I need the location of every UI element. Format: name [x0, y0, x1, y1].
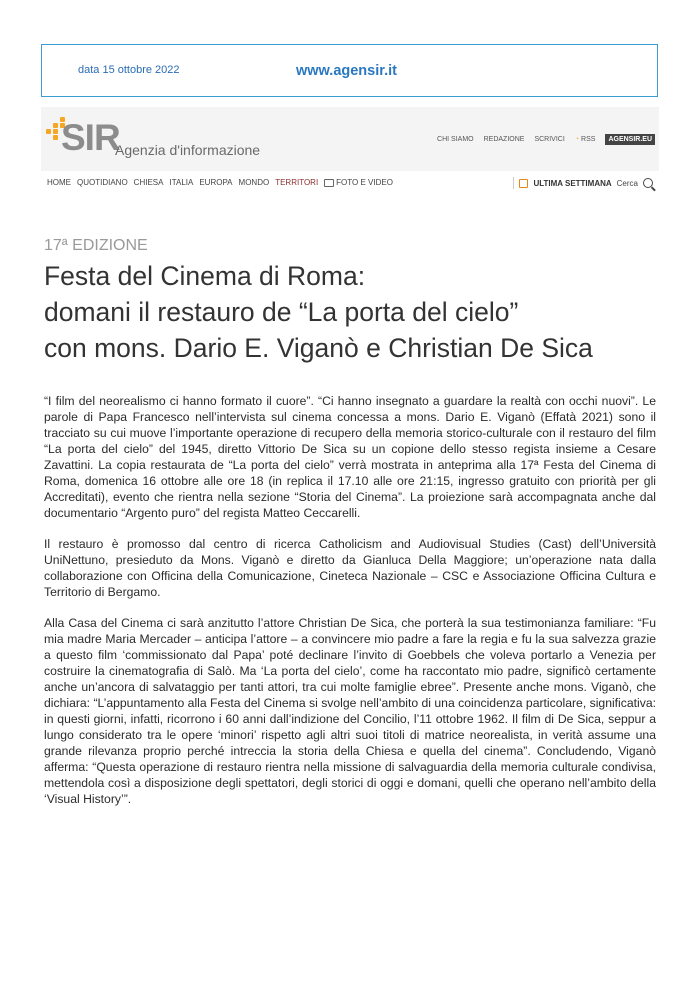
nav-chiesa[interactable]: CHIESA	[133, 178, 164, 187]
calendar-icon	[519, 179, 528, 188]
search-icon[interactable]	[643, 178, 653, 188]
camera-icon	[324, 179, 334, 187]
link-redazione[interactable]: REDAZIONE	[483, 136, 525, 143]
header-box	[41, 44, 658, 97]
masthead	[41, 107, 659, 171]
nav-home[interactable]: HOME	[47, 178, 71, 187]
rss-label: RSS	[581, 136, 596, 143]
nav-europa[interactable]: EUROPA	[199, 178, 233, 187]
article-body	[44, 393, 656, 822]
top-links	[437, 134, 655, 145]
main-nav	[47, 177, 653, 191]
nav-mondo[interactable]: MONDO	[238, 178, 270, 187]
publication-date: data 15 ottobre 2022	[78, 64, 180, 76]
ultima-settimana-link[interactable]: ULTIMA SETTIMANA	[533, 178, 612, 188]
link-agensir-eu[interactable]: AGENSIR.EU	[605, 134, 655, 145]
nav-territori[interactable]: TERRITORI	[275, 178, 319, 187]
article-kicker: 17ª EDIZIONE	[44, 237, 148, 254]
nav-divider	[513, 177, 514, 189]
link-rss[interactable]	[575, 136, 596, 143]
link-scrivici[interactable]: SCRIVICI	[534, 136, 565, 143]
rss-icon: ◔	[574, 136, 580, 143]
nav-quotidiano[interactable]: QUOTIDIANO	[77, 178, 128, 187]
title-line: Festa del Cinema di Roma:	[44, 261, 366, 291]
nav-foto-video[interactable]	[324, 178, 393, 187]
search-label[interactable]: Cerca	[616, 178, 638, 188]
article-title	[44, 258, 664, 366]
logo-subtitle: Agenzia d'informazione	[115, 142, 261, 158]
title-line: domani il restauro de “La porta del cielo”	[44, 297, 519, 327]
paragraph: “I film del neorealismo ci hanno formato il cuore”. “Ci hanno insegnato a guardare la realtà con occhi nuovi”. Le parole di Papa Francesco nell’intervista sul cinema concessa a mons. Dario E. Viganò (Effatà 2021) sono il tracciato su cui muove l’importante operazione di recupero della memoria storico-culturale con il restauro del film “La porta del cielo” del 1945, diretto Vittorio De Sica su un copione dello stesso regista insieme a Cesare Zavattini. La copia restaurata de “La porta del cielo” verrà mostrata in anteprima alla 17ª Festa del Cinema di Roma, domenica 16 ottobre alle ore 18 (in replica il 17.10 alle ore 21:15, ingresso gratuito con priorità per gli Accreditati), evento che rientra nella sezione “Storia del Cinema”. La proiezione sarà accompagnata anche dal documentario “Argento puro” del regista Matteo Ceccarelli.	[44, 394, 656, 520]
paragraph: Alla Casa del Cinema ci sarà anzitutto l’attore Christian De Sica, che porterà la sua testimonianza familiare: “Fu mia madre Maria Mercader – anticipa l’attore – a convincere mio padre a fare la regia e fu la sua salvezza grazie a questo film ‘commissionato dal Papa’ poté declinare l’invito di Goebbels che voleva portarlo a Venezia per costruire la cinematografia di Salò. Ma ‘La porta del cielo’, come ha raccontato mio padre, significò certamente anche un’ancora di salvataggio per tanti attori, tra cui molte famiglie ebree”. Presente anche mons. Viganò, che dichiara: “L’appuntamento alla Festa del Cinema si svolge nell’ambito di una coincidenza particolare, significativa: in questi giorni, infatti, ricorrono i 60 anni dall’indizione del Concilio, l’11 ottobre 1962. Il film di De Sica, seppur a lungo considerato tra le opere ‘minori’ rispetto agli altri suoi titoli di matrice neorealista, in verità assume una grande rilevanza proprio perché intreccia la storia della Chiesa e quella del cinema”. Concludendo, Viganò afferma: “Questa operazione di restauro rientra nella missione di salvaguardia della memoria culturale condivisa, mettendola così a disposizione degli spettatori, degli storici di oggi e domani, quelli che operano nell’ambito della ‘Visual History’”.	[44, 616, 656, 806]
sir-logo[interactable]: SIR	[61, 117, 120, 158]
nav-foto-video-label: FOTO E VIDEO	[336, 178, 393, 187]
title-line: con mons. Dario E. Viganò e Christian De Sica	[44, 333, 593, 363]
site-url-link[interactable]: www.agensir.it	[296, 63, 397, 79]
link-chi-siamo[interactable]: CHI SIAMO	[437, 136, 474, 143]
paragraph: Il restauro è promosso dal centro di ricerca Catholicism and Audiovisual Studies (Cast) dell’Università UniNettuno, presieduto da Mons. Viganò e diretto da Gianluca Della Maggiore; un’operazione nata dalla collaborazione con Officina della Comunicazione, Cineteca Nazionale – CSC e Associazione Officina Cultura e Territorio di Bergamo.	[44, 537, 656, 599]
nav-italia[interactable]: ITALIA	[169, 178, 194, 187]
